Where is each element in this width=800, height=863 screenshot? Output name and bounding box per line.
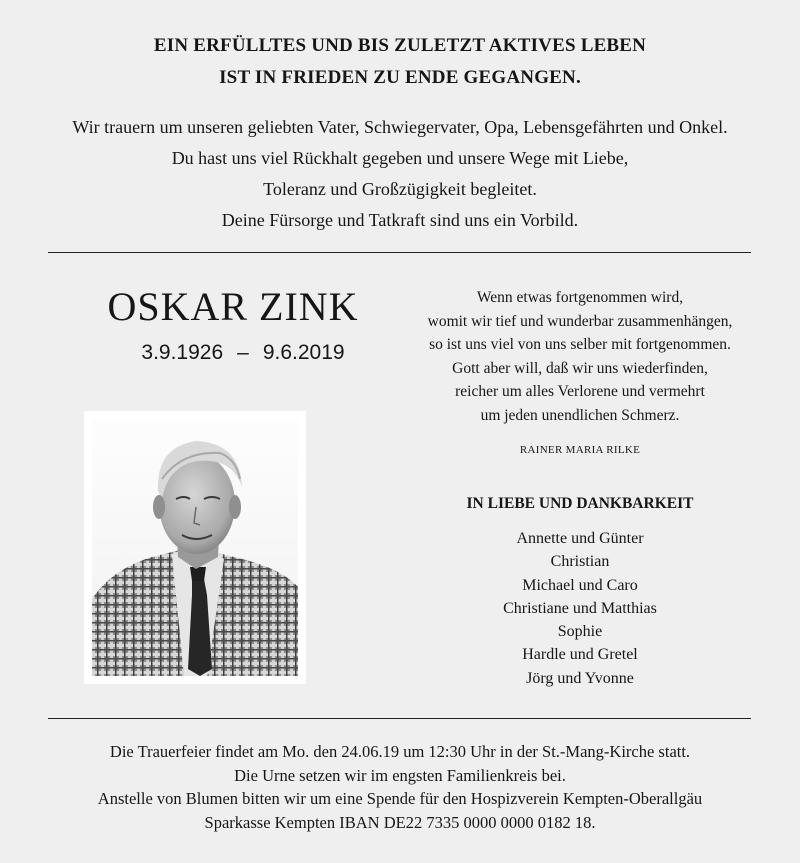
intro-text	[0, 112, 800, 236]
divider-bottom	[48, 718, 751, 719]
headline-line: IST IN FRIEDEN ZU ENDE GEGANGEN.	[219, 67, 581, 88]
date-separator: –	[237, 341, 249, 364]
headline-line: EIN ERFÜLLTES UND BIS ZULETZT AKTIVES LEBEN	[153, 35, 647, 56]
footer-line: Die Urne setzen wir im engsten Familienkreis bei.	[234, 765, 566, 785]
poem	[380, 286, 780, 427]
death-date: 9.6.2019	[262, 341, 345, 364]
intro-line: Du hast uns viel Rückhalt gegeben und unsere Wege mit Liebe,	[171, 148, 629, 168]
intro-line: Deine Fürsorge und Tatkraft sind uns ein Vorbild.	[221, 210, 579, 230]
family-member: Christiane und Matthias	[503, 599, 657, 617]
portrait-photo-icon	[92, 419, 298, 676]
poem-line: Gott aber will, daß wir uns wiederfinden,	[452, 359, 708, 377]
poem-author: RAINER MARIA RILKE	[519, 444, 641, 456]
family-member: Hardle und Gretel	[522, 646, 638, 664]
portrait-photo	[84, 411, 306, 684]
footer-line: Sparkasse Kempten IBAN DE22 7335 0000 0000 0182 18.	[204, 812, 596, 832]
family-member: Christian	[550, 553, 610, 571]
birth-date: 3.9.1926	[141, 341, 224, 364]
poem-line: um jeden unendlichen Schmerz.	[480, 406, 680, 424]
family-member: Sophie	[557, 623, 603, 641]
poem-line: womit wir tief und wunderbar zusammenhängen,	[427, 312, 733, 330]
divider-top	[48, 252, 751, 253]
intro-line: Toleranz und Großzügigkeit begleitet.	[263, 179, 537, 199]
poem-line: reicher um alles Verlorene und vermehrt	[455, 383, 705, 400]
family-member: Michael und Caro	[522, 576, 638, 594]
footer-notice	[0, 740, 800, 834]
poem-line: Wenn etwas fortgenommen wird,	[476, 289, 684, 306]
family-title: IN LIEBE UND DANKBARKEIT	[466, 495, 694, 512]
footer-line: Die Trauerfeier findet am Mo. den 24.06.19 um 12:30 Uhr in der St.-Mang-Kirche statt.	[109, 742, 691, 761]
family-member: Annette und Günter	[516, 530, 644, 547]
deceased-name: OSKAR ZINK	[107, 284, 359, 329]
family-list	[380, 527, 780, 690]
footer-line: Anstelle von Blumen bitten wir um eine Spende für den Hospizverein Kempten-Oberallgäu	[97, 789, 703, 808]
intro-line: Wir trauern um unseren geliebten Vater, Schwiegervater, Opa, Lebensgefährten und Onkel.	[72, 117, 728, 137]
poem-line: so ist uns viel von uns selber mit fortgenommen.	[429, 336, 731, 353]
family-member: Jörg und Yvonne	[526, 669, 634, 687]
headline	[0, 30, 800, 94]
